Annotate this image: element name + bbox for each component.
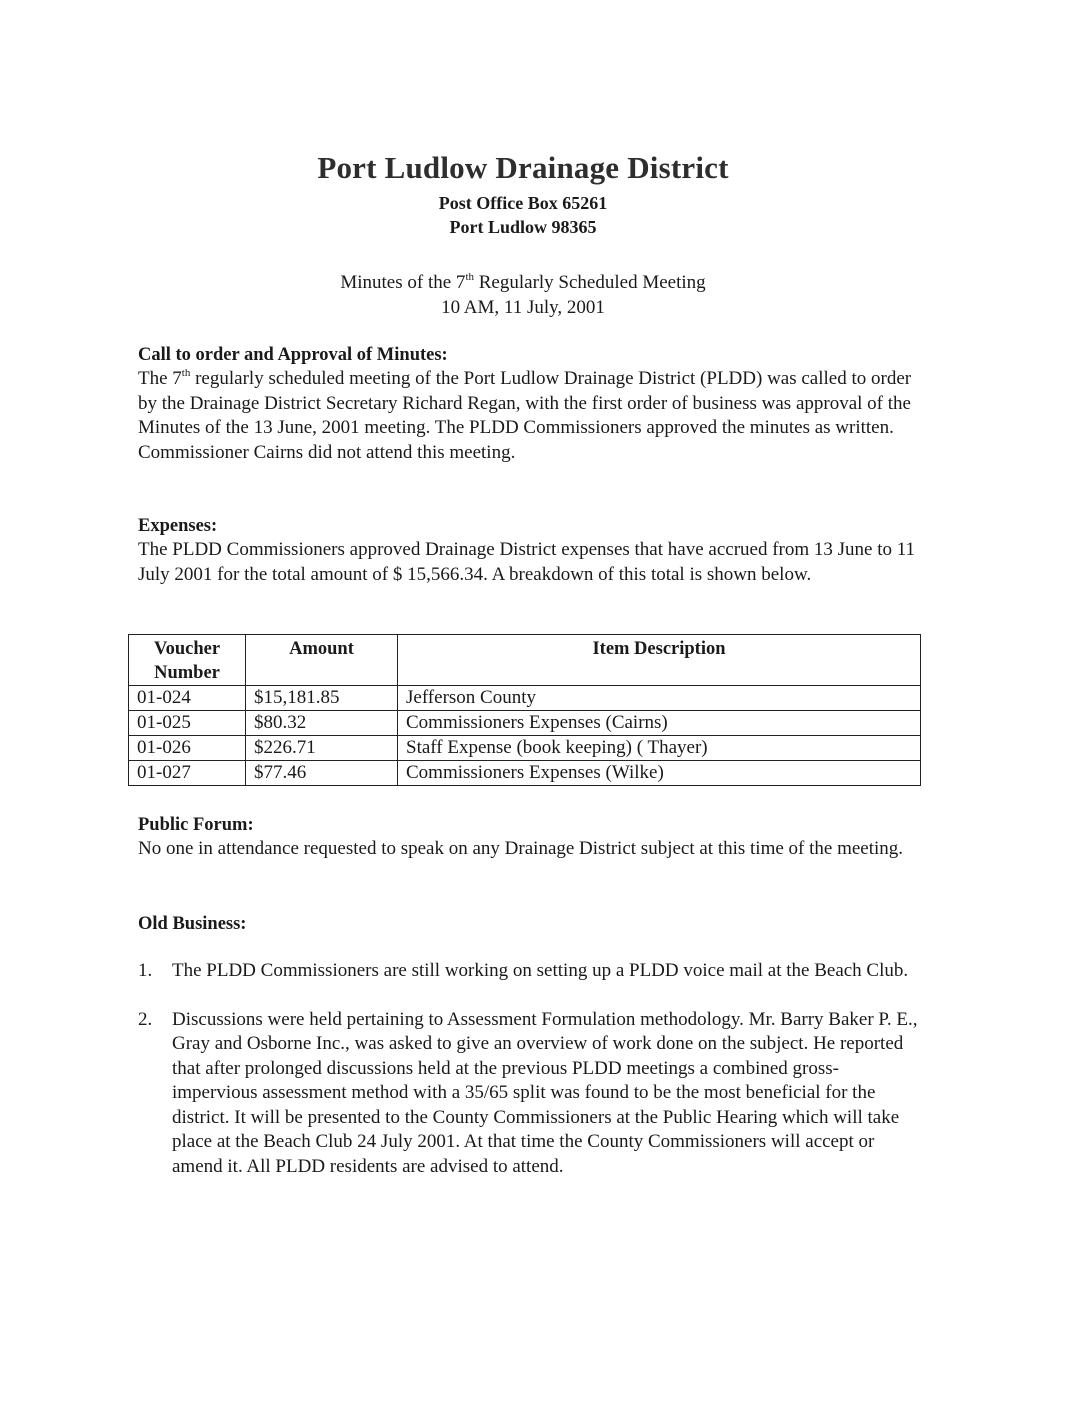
- list-item: [138, 1008, 918, 1180]
- table-row: [129, 736, 921, 761]
- ordinal-suffix: th: [181, 367, 191, 379]
- organization-title: Port Ludlow Drainage District: [317, 150, 729, 185]
- section-heading: Call to order and Approval of Minutes:: [138, 345, 448, 365]
- section-expenses: [138, 514, 918, 587]
- meeting-title-ordinal: th: [465, 271, 474, 283]
- list-item: [138, 959, 918, 984]
- table-header-row: [129, 635, 921, 686]
- old-business-list: [138, 959, 918, 1179]
- column-header-voucher: Voucher Number: [129, 635, 246, 686]
- item-description: Staff Expense (book keeping) ( Thayer): [398, 736, 921, 761]
- text-body: regularly scheduled meeting of the Port Ludlow Drainage District (PLDD) was called to order by the Drainage District Secretary Richard Regan, with the first order of business was approval of the Minutes of the 13 June, 2001 meeting. The PLDD Commissioners approved the minutes as written. Commissioner Cairns did not attend this meeting.: [138, 368, 912, 463]
- item-description: Commissioners Expenses (Wilke): [398, 761, 921, 786]
- item-description: Jefferson County: [398, 686, 921, 711]
- table-row: [129, 711, 921, 736]
- section-heading: Old Business:: [138, 914, 247, 934]
- voucher-number: 01-025: [129, 711, 246, 736]
- section-text: No one in attendance requested to speak on any Drainage District subject at this time of the meeting.: [138, 838, 904, 859]
- section-text: The PLDD Commissioners approved Drainage District expenses that have accrued from 13 June to 11 July 2001 for the total amount of $ 15,566.34. A breakdown of this total is shown below.: [138, 539, 916, 585]
- section-call-to-order: [138, 343, 918, 465]
- list-number: 1.: [138, 960, 153, 981]
- list-item-text: Discussions were held pertaining to Assessment Formulation methodology. Mr. Barry Baker P. E., Gray and Osborne Inc., was asked to give an overview of work done on the subject. He reported that after prolonged discussions held at the previous PLDD meetings a combined gross-impervious assessment method with a 35/65 split was found to be the most beneficial for the district. It will be presented to the County Commissioners at the Public Hearing which will take place at the Beach Club 24 July 2001. At that time the County Commissioners will accept or amend it. All PLDD residents are advised to attend.: [172, 1008, 918, 1177]
- list-item-text: The PLDD Commissioners are still working on setting up a PLDD voice mail at the Beach Club.: [172, 960, 909, 981]
- address-line-1: Post Office Box 65261: [438, 193, 608, 213]
- section-heading: Public Forum:: [138, 815, 254, 835]
- expenses-table: [128, 634, 921, 786]
- section-heading: Expenses:: [138, 516, 218, 536]
- item-description: Commissioners Expenses (Cairns): [398, 711, 921, 736]
- section-text: [138, 367, 918, 465]
- section-public-forum: [138, 813, 918, 862]
- column-header-amount: Amount: [246, 635, 398, 686]
- meeting-title: [0, 272, 1046, 294]
- table-row: [129, 686, 921, 711]
- voucher-number: 01-027: [129, 761, 246, 786]
- amount: $77.46: [246, 761, 398, 786]
- meeting-title-prefix: Minutes of the 7: [340, 272, 466, 293]
- voucher-number: 01-024: [129, 686, 246, 711]
- meeting-title-suffix: Regularly Scheduled Meeting: [474, 272, 706, 293]
- section-old-business: [138, 912, 918, 936]
- voucher-number: 01-026: [129, 736, 246, 761]
- amount: $80.32: [246, 711, 398, 736]
- text-prefix: The 7: [138, 368, 182, 389]
- table-row: [129, 761, 921, 786]
- amount: $226.71: [246, 736, 398, 761]
- address-line-2: Port Ludlow 98365: [449, 217, 597, 237]
- column-header-description: Item Description: [398, 635, 921, 686]
- meeting-datetime: 10 AM, 11 July, 2001: [441, 297, 605, 318]
- amount: $15,181.85: [246, 686, 398, 711]
- list-number: 2.: [138, 1008, 153, 1030]
